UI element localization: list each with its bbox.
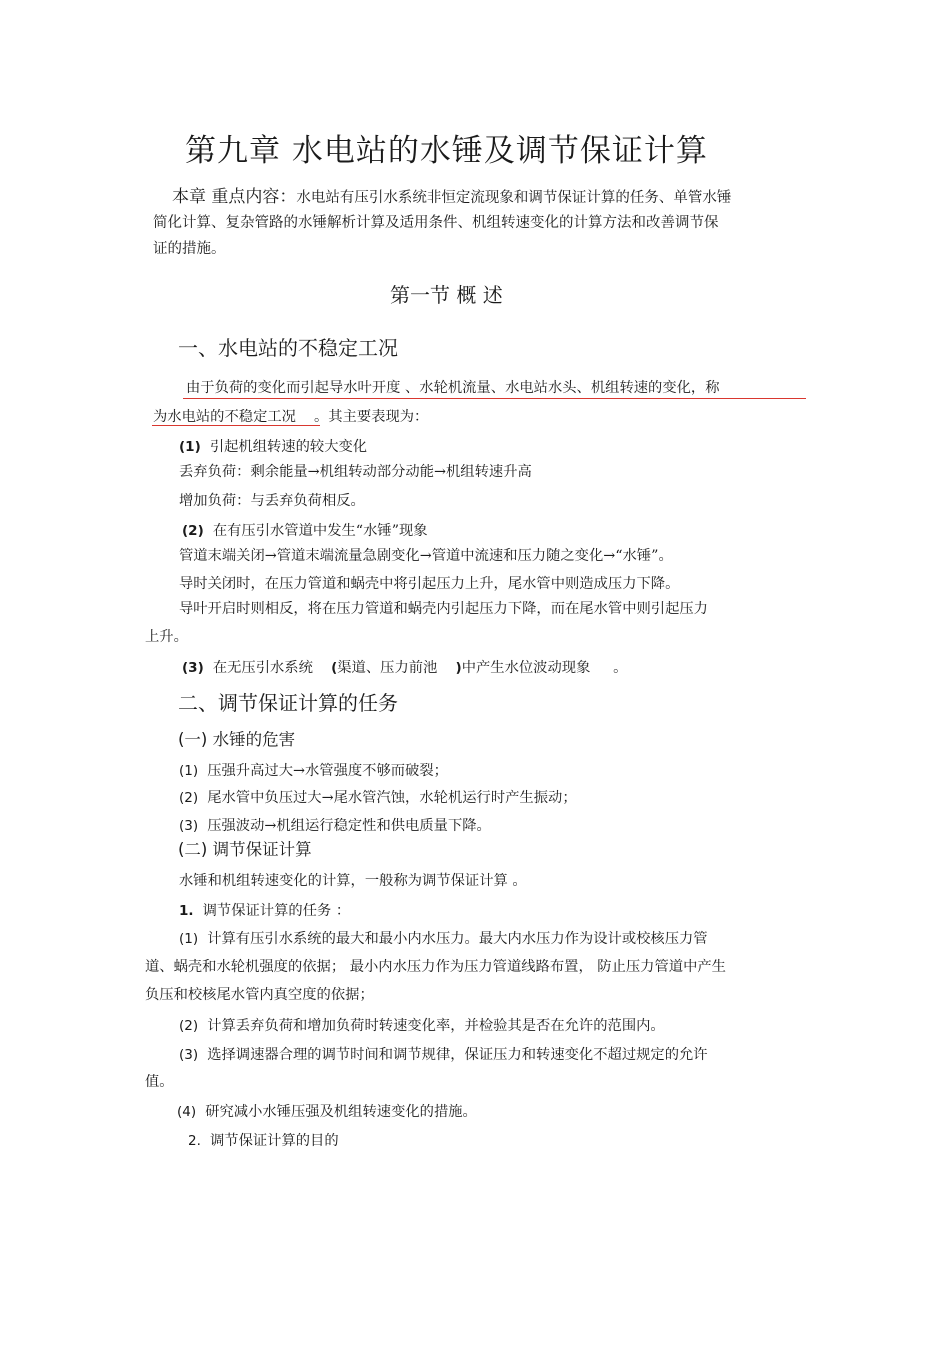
task-heading	[179, 904, 350, 919]
subheading-regulation-calc: (二) 调节保证计算	[178, 840, 312, 859]
task-1-line-2: 道、蜗壳和水轮机强度的依据； 最小内水压力作为压力管道线路布置， 防止压力管道中产生	[145, 959, 726, 975]
item-number: 2.	[188, 1133, 201, 1149]
definition-tail: 。其主要表现为：	[313, 409, 429, 425]
underline-mark	[152, 425, 320, 426]
item-text: 尾水管中负压过大→尾水管汽蚀，水轮机运行时产生振动；	[207, 790, 577, 806]
heading-regulation-task: 二、调节保证计算的任务	[178, 691, 398, 715]
definition-term: 为水电站的不稳定工况	[153, 409, 296, 425]
intro-line-3: 证的措施。	[153, 241, 226, 257]
item-end: 。	[613, 660, 628, 676]
intro-line-1	[172, 189, 731, 206]
harm-item	[179, 764, 448, 779]
item-text: 计算有压引水系统的最大和最小内水压力。最大内水压力作为设计或校核压力管	[207, 931, 708, 947]
subheading-harm: (一) 水锤的危害	[178, 730, 296, 749]
harm-item	[179, 819, 491, 834]
item-number: (3)	[182, 660, 204, 676]
chapter-title: 第九章 水电站的水锤及调节保证计算	[185, 133, 708, 169]
paren-close: )	[455, 660, 462, 676]
item-2-detail-c2: 上升。	[145, 629, 188, 645]
task-2	[179, 1019, 665, 1034]
item-number: (1)	[179, 931, 199, 947]
item-2-detail-a: 管道末端关闭→管道末端流量急剧变化→管道中流速和压力随之变化→“水锤”。	[179, 548, 673, 564]
task-3-line-1	[179, 1048, 708, 1063]
task-3-line-2: 值。	[145, 1074, 174, 1090]
item-text: 中产生水位波动现象	[461, 660, 591, 676]
item-number: (1)	[179, 763, 199, 779]
item-number: (1)	[179, 439, 201, 455]
item-1	[179, 440, 367, 455]
definition-line-1: 由于负荷的变化而引起导水叶开度 、水轮机流量、水电站水头、机组转速的变化，称	[186, 380, 720, 396]
item-text: 在有压引水管道中发生“水锤”现象	[212, 523, 428, 539]
item-1-detail-b: 增加负荷：与丢弃负荷相反。	[179, 493, 365, 509]
item-2-detail-c1: 导叶开启时则相反，将在压力管道和蜗壳内引起压力下降，而在尾水管中则引起压力	[179, 601, 708, 617]
item-number: (3)	[179, 818, 199, 834]
intro-line-2: 简化计算、复杂管路的水锤解析计算及适用条件、机组转速变化的计算方法和改善调节保	[153, 215, 719, 231]
item-number: (2)	[182, 523, 204, 539]
paren-open: (	[331, 660, 338, 676]
purpose-heading	[188, 1134, 339, 1149]
intro-lead: 本章 重点内容：	[172, 187, 297, 207]
item-text: 引起机组转速的较大变化	[209, 439, 368, 455]
item-text: 渠道、压力前池	[337, 660, 438, 676]
heading-unstable-conditions: 一、水电站的不稳定工况	[178, 336, 398, 360]
item-1-detail-a: 丢弃负荷：剩余能量→机组转动部分动能→机组转速升高	[179, 464, 532, 480]
item-text: 在无压引水系统	[212, 660, 313, 676]
item-3	[182, 661, 627, 676]
item-text: 研究减小水锤压强及机组转速变化的措施。	[205, 1104, 477, 1120]
task-1-line-1	[179, 932, 708, 947]
item-text: 调节保证计算的任务 ：	[202, 903, 351, 919]
item-text: 调节保证计算的目的	[209, 1133, 339, 1149]
regulation-calc-text: 水锤和机组转速变化的计算，一般称为调节保证计算 。	[179, 873, 527, 889]
item-number: (2)	[179, 790, 199, 806]
section-title: 第一节 概 述	[390, 283, 503, 307]
item-2-detail-b: 导时关闭时，在压力管道和蜗壳中将引起压力上升，尾水管中则造成压力下降。	[179, 576, 680, 592]
definition-line-2	[153, 410, 428, 424]
item-text: 计算丢弃负荷和增加负荷时转速变化率，并检验其是否在允许的范围内。	[207, 1018, 665, 1034]
item-text: 选择调速器合理的调节时间和调节规律，保证压力和转速变化不超过规定的允许	[207, 1047, 708, 1063]
item-number: (2)	[179, 1018, 199, 1034]
intro-text-1: 水电站有压引水系统非恒定流现象和调节保证计算的任务、单管水锤	[296, 190, 732, 206]
item-text: 压强升高过大→水管强度不够而破裂；	[207, 763, 448, 779]
item-2	[182, 524, 428, 539]
item-number: 1.	[179, 903, 194, 919]
underline-mark	[183, 398, 806, 399]
item-text: 压强波动→机组运行稳定性和供电质量下降。	[207, 818, 491, 834]
task-1-line-3: 负压和校核尾水管内真空度的依据；	[145, 987, 374, 1003]
task-4	[177, 1105, 477, 1120]
item-number: (3)	[179, 1047, 199, 1063]
harm-item	[179, 791, 577, 806]
item-number: (4)	[177, 1104, 197, 1120]
